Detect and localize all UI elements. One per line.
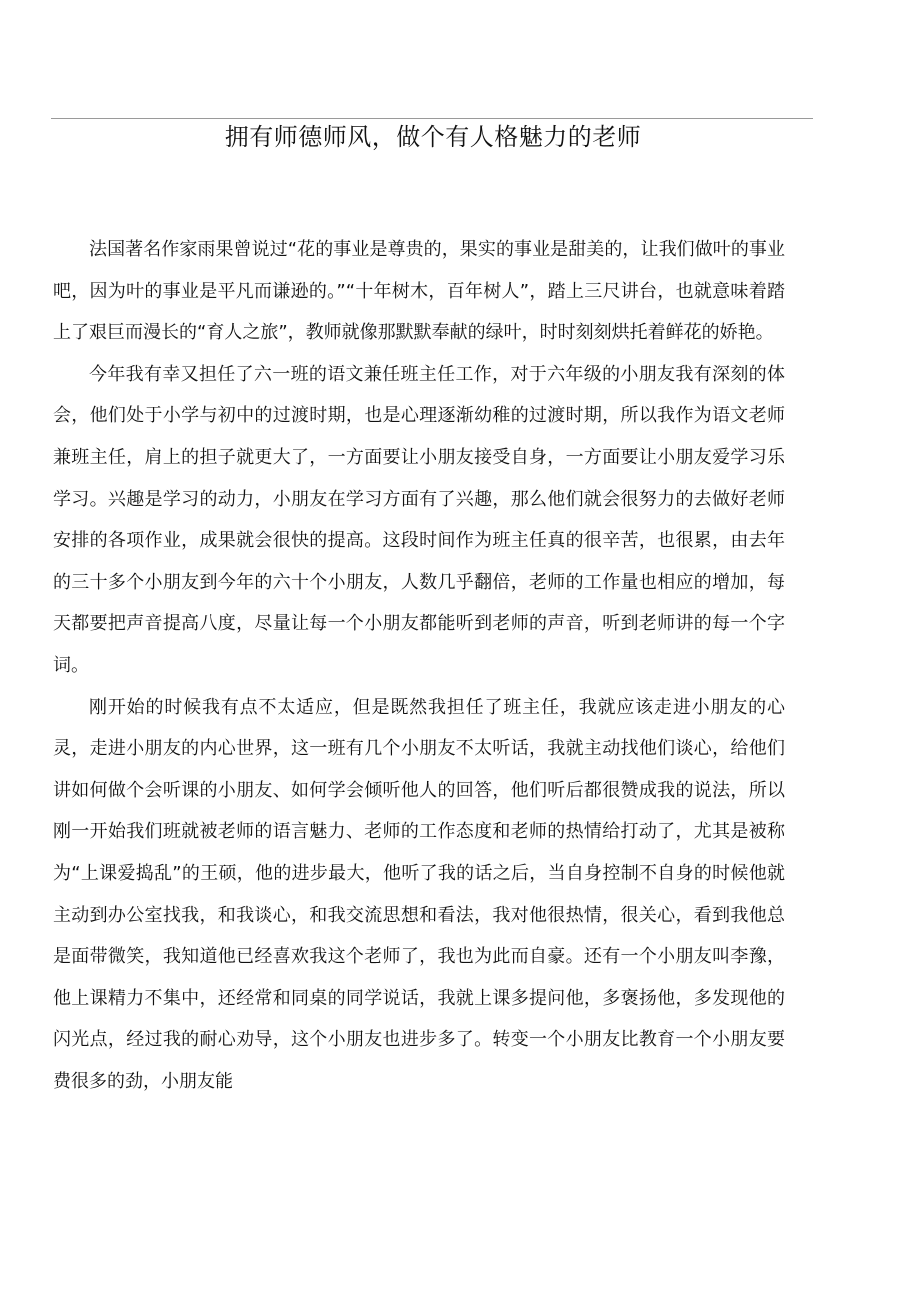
paragraph: 刚开始的时候我有点不太适应，但是既然我担任了班主任，我就应该走进小朋友的心灵，走进小朋友的内心世界，这一班有几个小朋友不太听话，我就主动找他们谈心，给他们讲如何做个会听课的小朋友、如何学会倾听他人的回答，他们听后都很赞成我的说法，所以刚一开始我们班就被老师的语言魅力、老师的工作态度和老师的热情给打动了，尤其是被称为“上课爱捣乱”的王硕，他的进步最大，他听了我的话之后，当自身控制不自身的时候他就主动到办公室找我，和我谈心，和我交流思想和看法，我对他很热情，很关心，看到我他总是面带微笑，我知道他已经喜欢我这个老师了，我也为此而自豪。还有一个小朋友叫李豫，他上课精力不集中，还经常和同桌的同学说话，我就上课多提问他，多褒扬他，多发现他的闪光点，经过我的耐心劝导，这个小朋友也进步多了。转变一个小朋友比教育一个小朋友要费很多的劲，小朋友能 xyxy=(53,696,785,1092)
paragraph: 法国著名作家雨果曾说过“花的事业是尊贵的，果实的事业是甜美的，让我们做叶的事业吧，因为叶的事业是平凡而谦逊的。”“十年树木，百年树人”，踏上三尺讲台，也就意味着踏上了艰巨而漫长的“育人之旅”，教师就像那默默奉献的绿叶，时时刻刻烘托着鲜花的娇艳。 xyxy=(53,239,785,344)
document-title: 拥有师德师风，做个有人格魅力的老师 xyxy=(224,123,642,151)
paragraph: 今年我有幸又担任了六一班的语文兼任班主任工作，对于六年级的小朋友我有深刻的体会，他们处于小学与初中的过渡时期，也是心理逐渐幼稚的过渡时期，所以我作为语文老师兼班主任，肩上的担子就更大了，一方面要让小朋友接受自身，一方面要让小朋友爱学习乐学习。兴趣是学习的动力，小朋友在学习方面有了兴趣，那么他们就会很努力的去做好老师安排的各项作业，成果就会很快的提高。这段时间作为班主任真的很辛苦，也很累，由去年的三十多个小朋友到今年的六十个小朋友，人数几乎翻倍，老师的工作量也相应的增加，每天都要把声音提高八度，尽量让每一个小朋友都能听到老师的声音，听到老师讲的每一个字词。 xyxy=(53,363,785,676)
document-body xyxy=(53,229,785,1102)
